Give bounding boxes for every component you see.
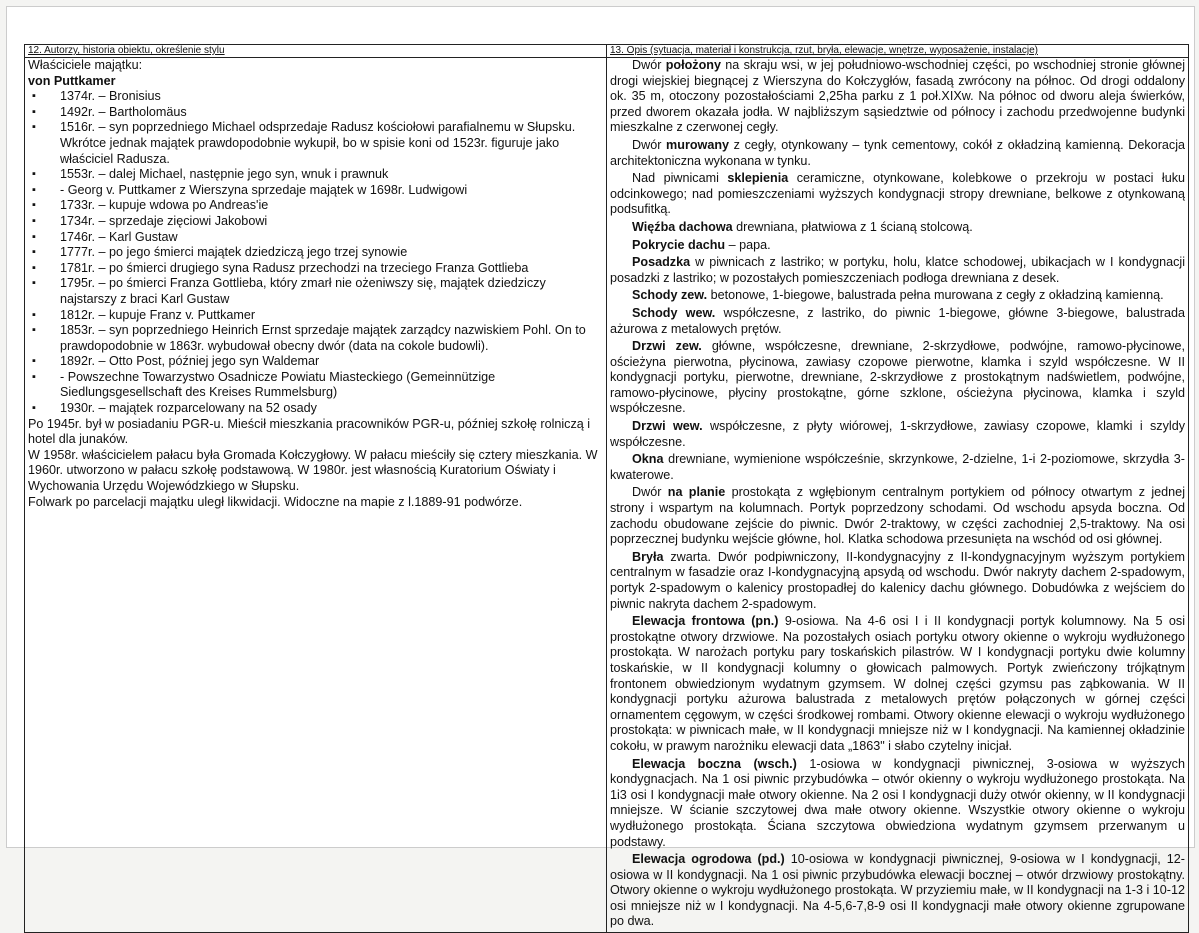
description-paragraph: Nad piwnicami sklepienia ceramiczne, otynkowane, kolebkowe o przekroju w postaci łuku odcinkowego; nad pomieszczeniami wyższych kondygnacji stropy drewniane, belkowe z otynkowaną podsufitką. bbox=[610, 171, 1186, 217]
description-paragraph: Bryła zwarta. Dwór podpiwniczony, II-kondygnacyjny z II-kondygnacyjnym wyższym portykiem centralnym w fasadzie oraz I-kondygnacyjną apsydą od wschodu. Dwór nakryty dachem 2-spadowym, portyk 2-spadowym o kalenicy prostopadłej do kalenicy dachu głównego. Dobudówka z wejściem do piwnic nakryta dachem 2-spadowym. bbox=[610, 549, 1185, 611]
owner-item: ▪ 1733r. – kupuje wdowa po Andreas'ie bbox=[28, 198, 603, 214]
owners-list bbox=[28, 89, 603, 416]
section-13-header: 13. Opis (sytuacja, materiał i konstrukcja, rzut, bryła, elewacje, wnętrze, wyposażenie, instalacje) bbox=[607, 45, 1189, 58]
description-paragraph: Posadzka w piwnicach z lastriko; w portyku, holu, klatce schodowej, ubikacjach w I kondygnacji posadzki z lastriko; w pozostałych pomieszczeniach podłoga drewniana z desek. bbox=[610, 255, 1185, 285]
description-paragraph: Dwór na planie prostokąta z wgłębionym centralnym portykiem od północy otwartym z jednej strony i wspartym na kolumnach. Portyk poprzedzony schodami. Od wschodu apsyda boczna. Od zachodu obudowane zejście do piwnic. Dwór 2-traktowy, w części zachodniej 2,5-traktowy. Na osi poprzecznej budynku wejście główne, hol. Klatka schodowa przesunięta na wschód od osi głównej. bbox=[610, 485, 1185, 547]
description-paragraph: Drzwi zew. główne, współczesne, drewniane, 2-skrzydłowe, podwójne, ramowo-płycinowe, ościeżyna pierwotna, płycinowa, zawiasy czopowe pierwotne, klamka i szyld współczesne. W II kondygnacji portyku, pierwotne, drewniane, 2-skrzydłowe z prostokątnym nadświetlem, podwójne, ramowo-płycinowe, płyciny prostokątne, górne szklone, ościeżyna płycinowa, klamka i szyld współczesne. bbox=[610, 339, 1186, 416]
owner-item: ▪ 1795r. – po śmierci Franza Gottlieba, który zmarł nie ożeniwszy się, majątek dziedziczy najstarszy z braci Karl Gustaw bbox=[28, 276, 603, 307]
description-paragraph: Drzwi wew. współczesne, z płyty wiórowej, 1-skrzydłowe, zawiasy czopowe, klamki i szyldy współczesne. bbox=[610, 419, 1185, 449]
inventory-form-table bbox=[24, 44, 1189, 933]
owners-heading: Właściciele majątku: bbox=[28, 58, 143, 72]
owner-item: ▪ 1734r. – sprzedaje zięciowi Jakobowi bbox=[28, 214, 603, 230]
history-paragraph: W 1958r. właścicielem pałacu była Gromada Kołczygłowy. W pałacu mieściły się cztery mieszkania. W 1960r. utworzono w pałacu szkołę podstawową. W 1980r. jest własnością Kuratorium Oświaty i Wychowania Urzędu Wojewódzkiego w Słupsku. bbox=[28, 447, 598, 494]
history-paragraph: Po 1945r. był w posiadaniu PGR-u. Mieścił mieszkania pracowników PGR-u, później szkołę rolniczą i hotel dla junaków. bbox=[28, 416, 591, 447]
owner-item: ▪ 1853r. – syn poprzedniego Heinrich Ernst sprzedaje majątek zarządcy nazwiskiem Pohl. On to prawdopodobnie w 1863r. wybudował obecny dwór (data na cokole budowli). bbox=[28, 323, 603, 354]
owner-item: ▪ 1777r. – po jego śmierci majątek dziedziczą jego trzej synowie bbox=[28, 245, 603, 261]
owner-item: ▪ 1516r. – syn poprzedniego Michael odsprzedaje Radusz kościołowi parafialnemu w Słupsku. Wkrótce jednak majątek prawdopodobnie wykupił, bo w spisie koni od 1523r. figuruje jako właściciel Radusza. bbox=[28, 120, 603, 167]
owner-item: ▪ - Powszechne Towarzystwo Osadnicze Powiatu Miasteckiego (Gemeinnützige Siedlungsgesellschaft des Kreises Rummelsburg) bbox=[28, 370, 603, 401]
description-paragraph: Elewacja ogrodowa (pd.) 10-osiowa w kondygnacji piwnicznej, 9-osiowa w I kondygnacji, 12-osiowa w II kondygnacji. Na 1 osi piwnic przybudówka elewacji bocznej – otwór drzwiowy prostokątny. Otwory okienne o wykroju wydłużonego prostokąta. W przyziemiu małe, w II kondygnacji na 1-3 i 10-12 osi mniejsze niż w I kondygnacji. Na 4-5,6-7,8-9 osi II kondygnacji małe otwory okienne zgrupowane po dwa. bbox=[610, 852, 1185, 929]
description-paragraph: Schody wew. współczesne, z lastriko, do piwnic 1-biegowe, główne 3-biegowe, balustrada ażurowa z metalowych prętów. bbox=[610, 305, 1185, 336]
description-paragraph: Schody zew. betonowe, 1-biegowe, balustrada pełna murowana z cegły z okładziną kamienną. bbox=[632, 288, 1164, 303]
description-paragraph: Dwór położony na skraju wsi, w jej południowo-wschodniej części, po wschodniej stronie głównej drogi wiejskiej biegnącej z Wierszyna do Kołczygłów, fasadą zwrócony na północ. Od drogi oddalony ok. 35 m, otoczony pozostałościami 2,25ha parku z 1 poł.XIXw. Na północ od dworu aleja świerków, przed dworem okazała jodła. W najbliższym sąsiedztwie od północy i zachodu przedwojenne budynki mieszkalne z czerwonej cegły. bbox=[610, 58, 1186, 135]
owner-item: ▪ 1374r. – Bronisius bbox=[28, 89, 603, 105]
owner-item: ▪ 1930r. – majątek rozparcelowany na 52 osady bbox=[28, 401, 603, 417]
owner-item: ▪ 1492r. – Bartholomäus bbox=[28, 105, 603, 121]
family-heading: von Puttkamer bbox=[28, 73, 116, 88]
description-paragraph: Pokrycie dachu – papa. bbox=[632, 237, 771, 252]
history-paragraph: Folwark po parcelacji majątku uległ likwidacji. Widoczne na mapie z l.1889-91 podwórze. bbox=[28, 494, 523, 509]
section-12-header: 12. Autorzy, historia obiektu, określenie stylu bbox=[25, 45, 607, 58]
owner-item: ▪ - Georg v. Puttkamer z Wierszyna sprzedaje majątek w 1698r. Ludwigowi bbox=[28, 183, 603, 199]
history-column bbox=[25, 58, 607, 933]
description-paragraph: Dwór murowany z cegły, otynkowany – tynk cementowy, cokół z okładziną kamienną. Dekoracja architektoniczna wykonana w tynku. bbox=[610, 137, 1185, 168]
description-paragraph: Więźba dachowa drewniana, płatwiowa z 1 ścianą stolcową. bbox=[632, 219, 973, 234]
owner-item: ▪ 1781r. – po śmierci drugiego syna Radusz przechodzi na trzeciego Franza Gottlieba bbox=[28, 261, 603, 277]
owner-item: ▪ 1746r. – Karl Gustaw bbox=[28, 230, 603, 246]
description-paragraph: Elewacja boczna (wsch.) 1-osiowa w kondygnacji piwnicznej, 3-osiowa w wyższych kondygnacjach. Na 1 osi piwnic przybudówka – otwór okienny o wykroju wydłużonego prostokąta. Na 1i3 osi I kondygnacji małe otwory okienne. Na 2 osi I kondygnacji duży otwór okienny, w II kondygnacji mniejsze. W ścianie szczytowej dwa małe otwory okienne. Wszystkie otwory okienne o wykroju wydłużonego prostokąta. Ściana szczytowa obwiedziona wydatnym gzymsem przerwanym u podstawy. bbox=[610, 756, 1185, 849]
owner-item: ▪ 1812r. – kupuje Franz v. Puttkamer bbox=[28, 308, 603, 324]
owner-item: ▪ 1892r. – Otto Post, później jego syn Waldemar bbox=[28, 354, 603, 370]
description-column bbox=[607, 58, 1189, 933]
description-paragraph: Okna drewniane, wymienione współcześnie, skrzynkowe, 2-dzielne, 1-i 2-poziomowe, skrzydła 3-kwaterowe. bbox=[610, 452, 1185, 482]
description-paragraph: Elewacja frontowa (pn.) 9-osiowa. Na 4-6 osi I i II kondygnacji portyk kolumnowy. Na 5 osi prostokątne otwory drzwiowe. Na pozostałych osiach portyku otwory okienne o wykroju wydłużonego prostokąta. W narożach portyku pary toskańskich pilastrów. W I kondygnacji portyku dwie kolumny toskańskie, w II kondygnacji kolumny o głowicach palmowych. Portyk zwieńczony trójkątnym frontonem obwiedzionym wydatnym gzymsem. W dolnej części gzymsu pas ząbkowania. W II kondygnacji portyku ażurowa balustrada z metalowych prętów połączonych w górnej części ornamentem cęgowym, w części środkowej rombami. Otwory okienne elewacji o wykroju wydłużonego prostokąta: w piwnicach małe, w II kondygnacji mniejsze niż w I kondygnacji. Na kamiennej okładzinie cokołu, w prawym narożniku elewacji data „1863" i słabo czytelny inicjał. bbox=[610, 614, 1185, 753]
owner-item: ▪ 1553r. – dalej Michael, następnie jego syn, wnuk i prawnuk bbox=[28, 167, 603, 183]
